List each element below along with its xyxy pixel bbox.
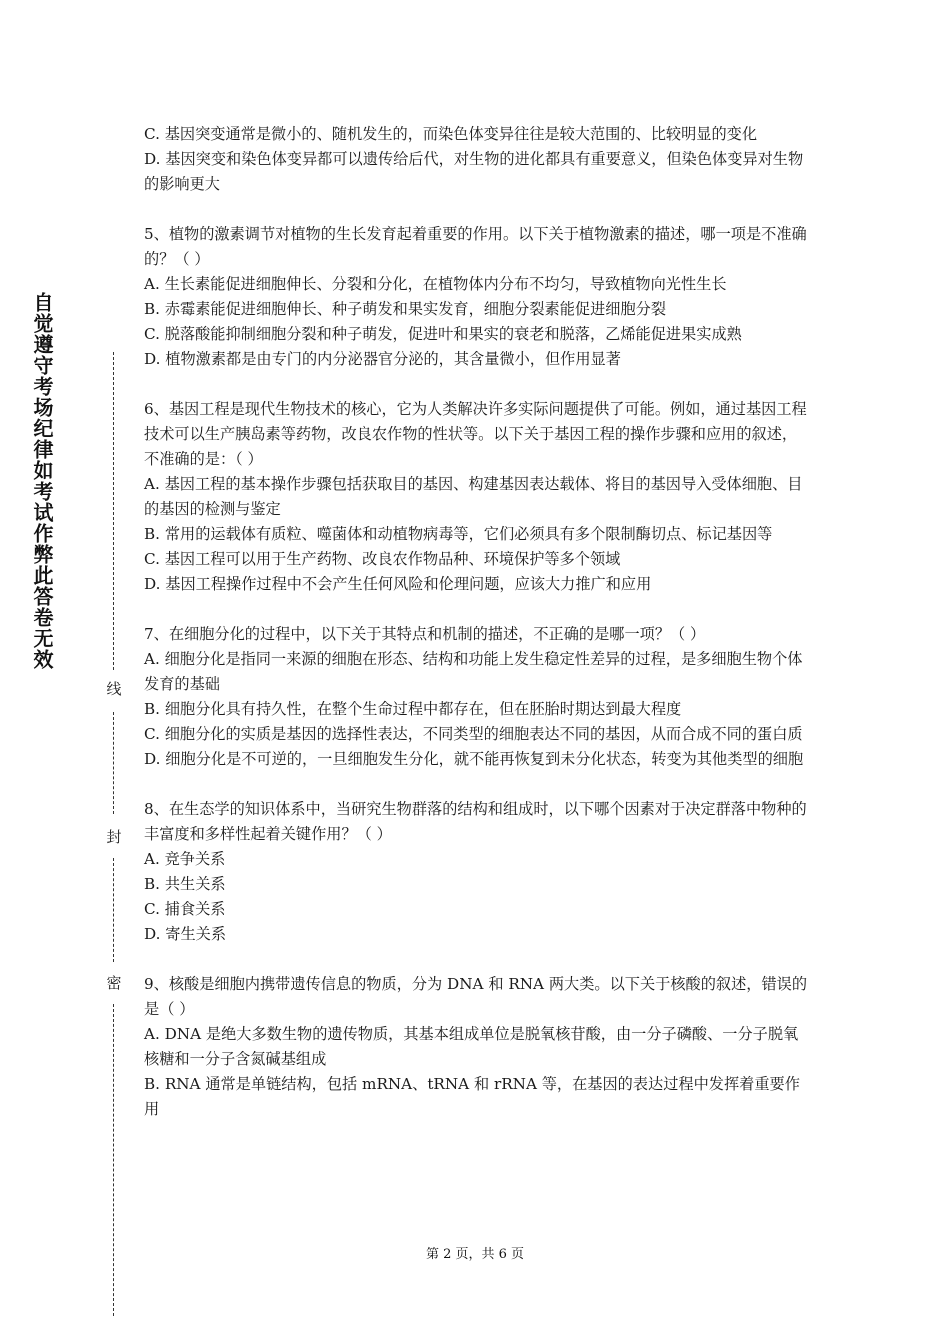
option-c: C. 基因突变通常是微小的、随机发生的，而染色体变异往往是较大范围的、比较明显的变化 (144, 125, 758, 143)
option-a: A. 竞争关系 (144, 850, 226, 868)
binding-label-secret: 密 (106, 974, 122, 992)
page-number: 第 2 页，共 6 页 (425, 1247, 525, 1262)
binding-label-seal: 封 (106, 828, 122, 846)
binding-dashed-line (113, 712, 114, 814)
option-a: A. 生长素能促进细胞伸长、分裂和分化，在植物体内分布不均匀，导致植物向光性生长 (144, 275, 727, 293)
option-b: B. 细胞分化具有持久性，在整个生命过程中都存在，但在胚胎时期达到最大程度 (144, 700, 682, 718)
option-b: B. RNA 通常是单链结构，包括 mRNA、tRNA 和 rRNA 等，在基因的表达过程中发挥着重要作用 (144, 1075, 800, 1118)
option-c: C. 捕食关系 (144, 900, 226, 918)
option-b: B. 赤霉素能促进细胞伸长、种子萌发和果实发育，细胞分裂素能促进细胞分裂 (144, 300, 667, 318)
question-9 (144, 972, 808, 1122)
question-stem: 7、在细胞分化的过程中，以下关于其特点和机制的描述，不正确的是哪一项？（ ） (144, 625, 706, 643)
question-stem: 8、在生态学的知识体系中，当研究生物群落的结构和组成时，以下哪个因素对于决定群落中物种的丰富度和多样性起着关键作用？（ ） (144, 800, 807, 843)
question-4-continued (144, 122, 808, 197)
option-d: D. 基因工程操作过程中不会产生任何风险和伦理问题，应该大力推广和应用 (144, 575, 652, 593)
option-b: B. 共生关系 (144, 875, 226, 893)
question-stem: 9、核酸是细胞内携带遗传信息的物质，分为 DNA 和 RNA 两大类。以下关于核酸的叙述，错误的是（ ） (144, 975, 808, 1018)
option-b: B. 常用的运载体有质粒、噬菌体和动植物病毒等，它们必须具有多个限制酶切点、标记基因等 (144, 525, 773, 543)
option-c: C. 基因工程可以用于生产药物、改良农作物品种、环境保护等多个领域 (144, 550, 621, 568)
exam-discipline-warning: 自觉遵守考场纪律如考试作弊此答卷无效 (30, 292, 54, 670)
option-a: A. 基因工程的基本操作步骤包括获取目的基因、构建基因表达载体、将目的基因导入受体细胞、目的基因的检测与鉴定 (144, 475, 803, 518)
question-list (144, 122, 808, 1122)
option-d: D. 寄生关系 (144, 925, 227, 943)
question-stem: 6、基因工程是现代生物技术的核心，它为人类解决许多实际问题提供了可能。例如，通过基因工程技术可以生产胰岛素等药物，改良农作物的性状等。以下关于基因工程的操作步骤和应用的叙述，不准确的是：（ ） (144, 400, 807, 468)
option-d: D. 植物激素都是由专门的内分泌器官分泌的，其含量微小，但作用显著 (144, 350, 621, 368)
option-a: A. DNA 是绝大多数生物的遗传物质，其基本组成单位是脱氧核苷酸，由一分子磷酸、一分子脱氧核糖和一分子含氮碱基组成 (144, 1025, 799, 1068)
question-7 (144, 622, 808, 772)
question-8 (144, 797, 808, 947)
binding-dashed-line (113, 352, 114, 670)
binding-dashed-line (113, 858, 114, 962)
option-c: C. 细胞分化的实质是基因的选择性表达，不同类型的细胞表达不同的基因，从而合成不同的蛋白质 (144, 725, 803, 743)
question-stem: 5、植物的激素调节对植物的生长发育起着重要的作用。以下关于植物激素的描述，哪一项是不准确的？（ ） (144, 225, 807, 268)
option-d: D. 细胞分化是不可逆的，一旦细胞发生分化，就不能再恢复到未分化状态，转变为其他类型的细胞 (144, 750, 804, 768)
binding-label-line: 线 (106, 680, 122, 698)
question-5 (144, 222, 808, 372)
option-c: C. 脱落酸能抑制细胞分裂和种子萌发，促进叶和果实的衰老和脱落，乙烯能促进果实成熟 (144, 325, 742, 343)
option-d: D. 基因突变和染色体变异都可以遗传给后代，对生物的进化都具有重要意义，但染色体变异对生物的影响更大 (144, 150, 804, 193)
option-a: A. 细胞分化是指同一来源的细胞在形态、结构和功能上发生稳定性差异的过程，是多细胞生物个体发育的基础 (144, 650, 803, 693)
question-6 (144, 397, 808, 597)
binding-dashed-line (113, 1004, 114, 1316)
